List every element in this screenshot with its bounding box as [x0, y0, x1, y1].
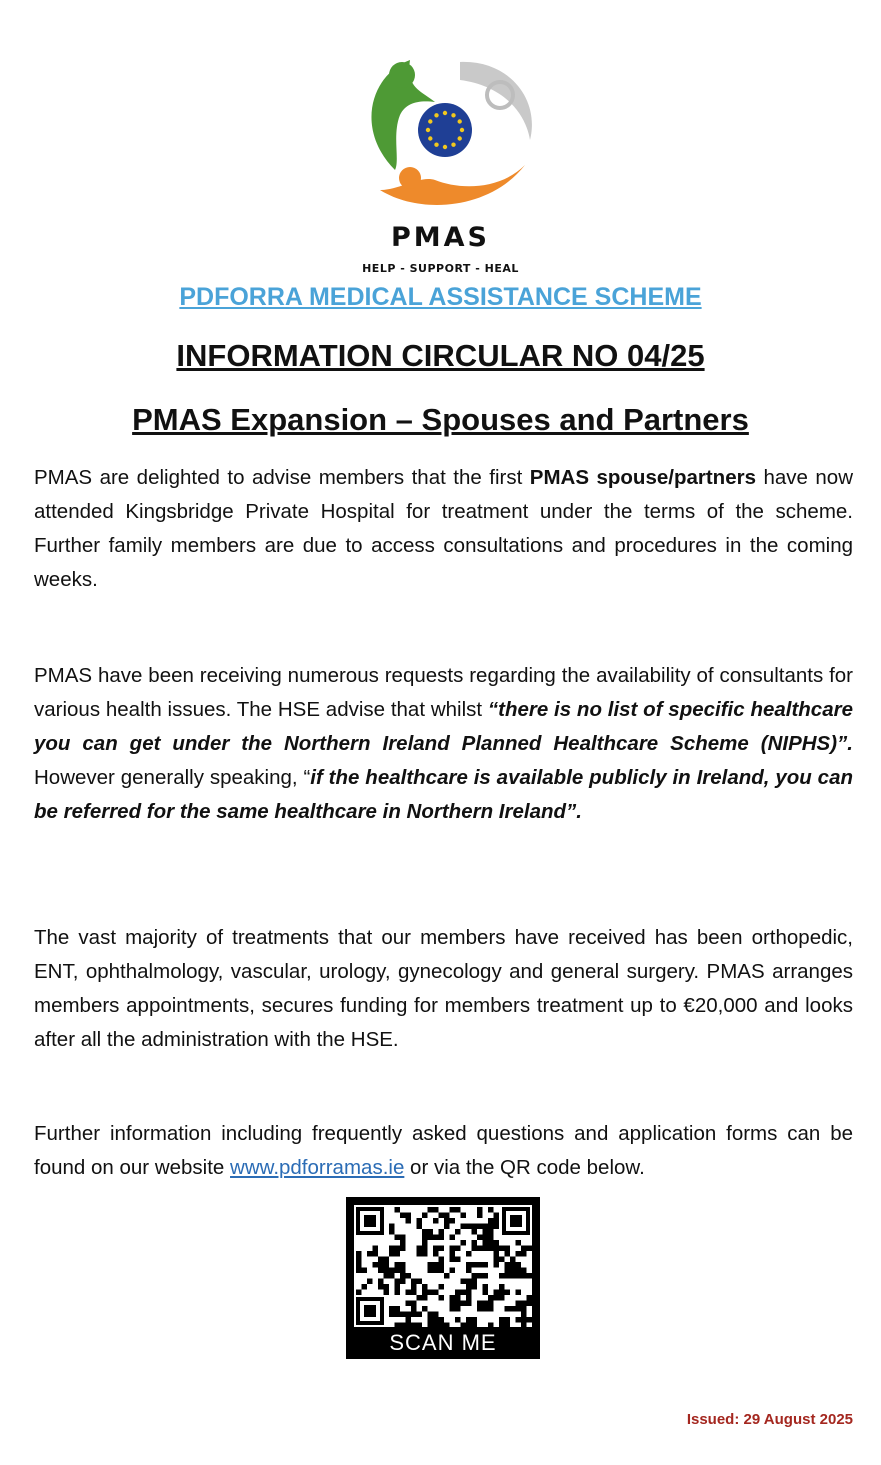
pmas-logo [340, 40, 550, 230]
circular-subject: PMAS Expansion – Spouses and Partners [132, 402, 749, 437]
p2-text-a: PMAS have been receiving numerous requests regarding the availability of consultants for various health issues. The HSE advise that whilst [34, 664, 853, 721]
p2-quote-1: “there is no list of specific healthcare you can get under the Northern Ireland Planned Healthcare Scheme (NIPHS)”. [34, 698, 853, 755]
p2-text-c: However generally speaking, “ [34, 766, 311, 789]
paragraph-2 [34, 659, 853, 829]
issued-date: Issued: 29 August 2025 [686, 1411, 853, 1428]
paragraph-1 [34, 461, 853, 597]
website-link[interactable]: www.pdforramas.ie [230, 1156, 405, 1179]
p1-text-a: PMAS are delighted to advise members that the first [34, 466, 530, 489]
logo-tagline: HELP - SUPPORT - HEAL [362, 262, 519, 275]
qr-scan-label: SCAN ME [389, 1330, 497, 1355]
pmas-logo-graphic [340, 40, 550, 230]
p1-bold: PMAS spouse/partners [529, 466, 756, 489]
p4-text-c: or via the QR code below. [404, 1156, 645, 1179]
logo-name: PMAS [391, 222, 490, 253]
p1-text-c: have now attended Kingsbridge Private Hospital for treatment under the terms of the scheme. Further family members are due to access consultations and procedures in the coming weeks. [34, 466, 854, 591]
qr-pattern [354, 1205, 532, 1327]
organisation-title: PDFORRA MEDICAL ASSISTANCE SCHEME [179, 283, 702, 311]
qr-pattern-graphic [354, 1205, 532, 1327]
paragraph-4 [34, 1117, 853, 1185]
qr-code[interactable] [346, 1197, 540, 1359]
p4-text-a: Further information including frequently asked questions and application forms can be found on our website [34, 1122, 853, 1179]
p2-quote-2: if the healthcare is available publicly in Ireland, you can be referred for the same healthcare in Northern Ireland”. [34, 766, 853, 823]
paragraph-3: The vast majority of treatments that our members have received has been orthopedic, ENT, ophthalmology, vascular, urology, gynecology and general surgery. PMAS arranges members appointments, secures funding for members treatment up to €20,000 and looks after all the administration with the HSE. [34, 926, 853, 1051]
circular-title: INFORMATION CIRCULAR NO 04/25 [176, 338, 705, 373]
